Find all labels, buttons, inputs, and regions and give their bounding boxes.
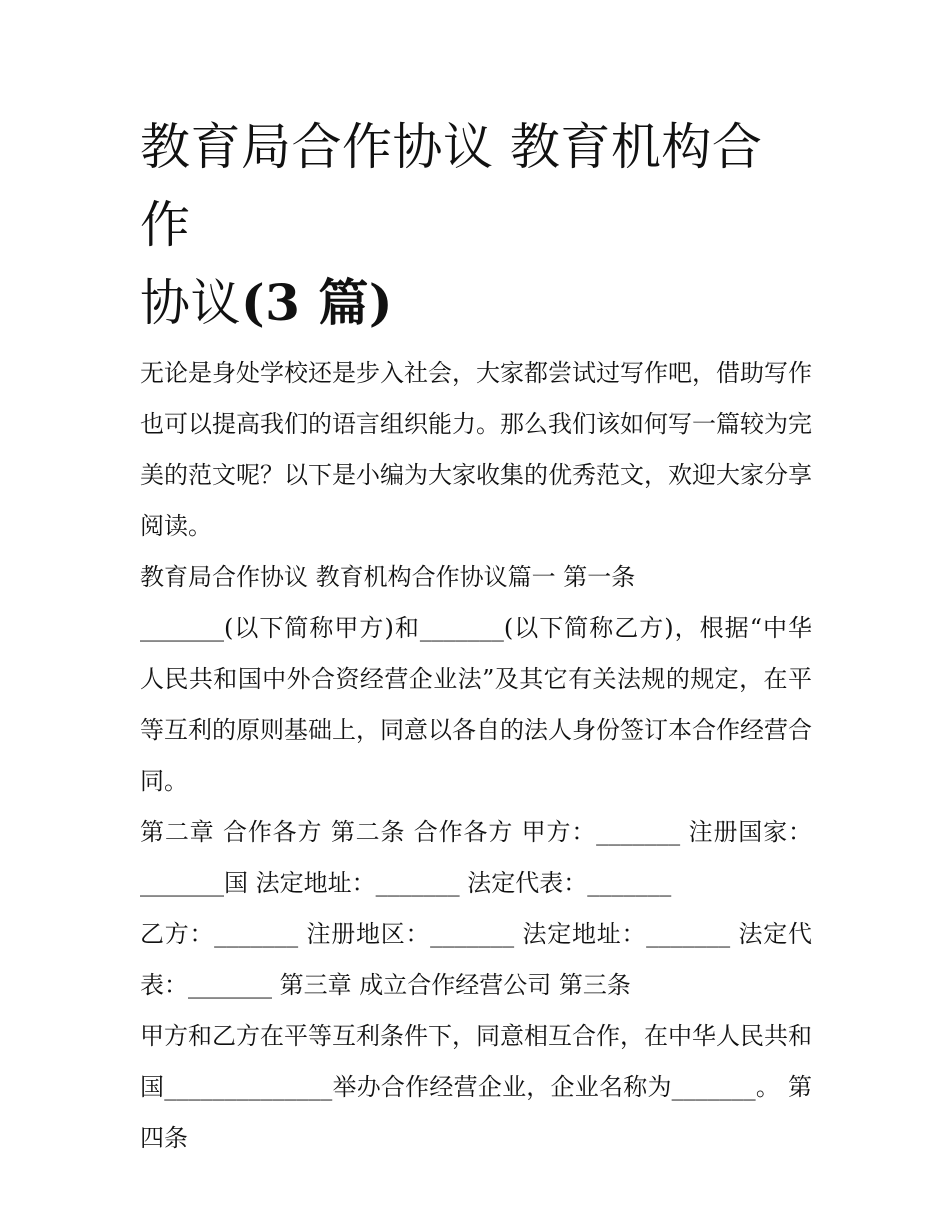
section-heading-paragraph: 教育局合作协议 教育机构合作协议篇一 第一条 <box>140 563 636 591</box>
document-page <box>140 108 812 1164</box>
title-line-2-count: (3 篇) <box>241 273 394 332</box>
document-title <box>140 108 812 342</box>
title-line-2-prefix: 协议 <box>140 274 241 332</box>
article-one-paragraph: _______(以下简称甲方)和_______(以下简称乙方)，根据“中华人民共和国中外合资经营企业法”及其它有关法规的规定，在平等互利的原则基础上，同意以各自的法人身份签订本合作经营合同。 <box>140 614 812 795</box>
title-line-1: 教育局合作协议 教育机构合作 <box>140 118 763 254</box>
article-three-paragraph: 甲方和乙方在平等互利条件下，同意相互合作，在中华人民共和国______________举办合作经营企业，企业名称为_______。 第四条 <box>140 1022 812 1152</box>
intro-paragraph: 无论是身处学校还是步入社会，大家都尝试过写作吧，借助写作也可以提高我们的语言组织能力。那么我们该如何写一篇较为完美的范文呢？以下是小编为大家收集的优秀范文，欢迎大家分享阅读。 <box>140 359 812 540</box>
party-b-paragraph: 乙方：_______ 注册地区：_______ 法定地址：_______ 法定代表：_______ 第三章 成立合作经营公司 第三条 <box>140 920 812 999</box>
party-a-paragraph: 第二章 合作各方 第二条 合作各方 甲方：_______ 注册国家：_______国 法定地址：_______ 法定代表：_______ <box>140 818 812 897</box>
